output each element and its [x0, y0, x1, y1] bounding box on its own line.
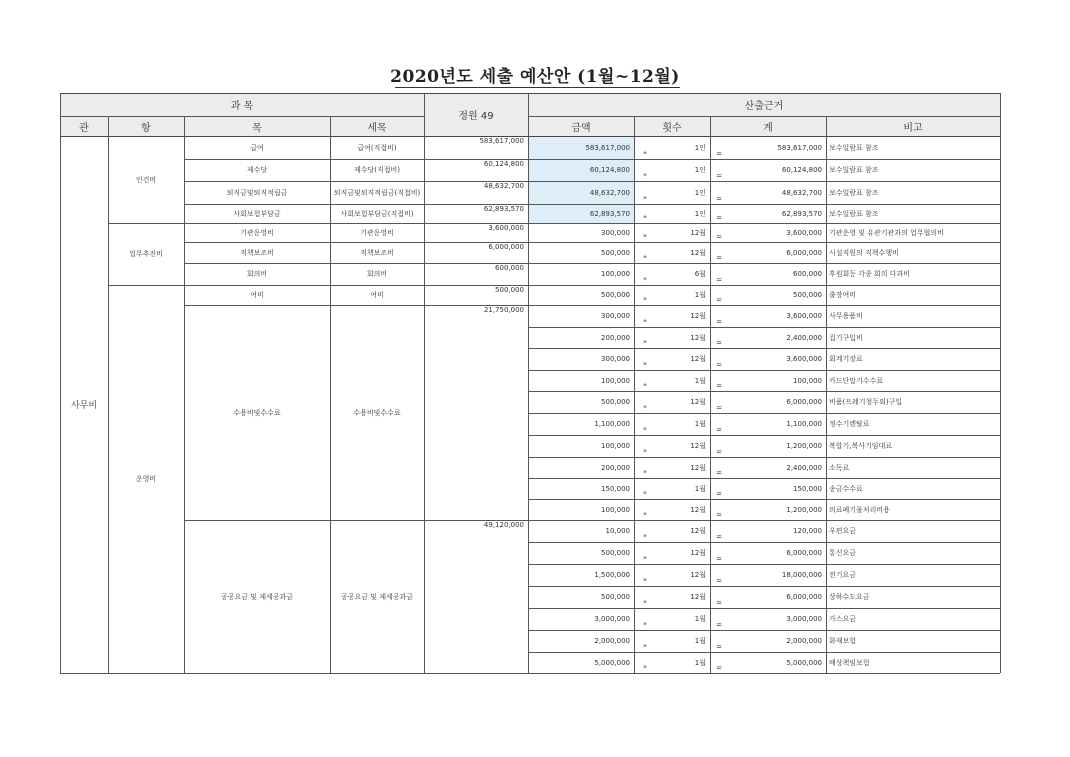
header-gwan: 관 [60, 116, 108, 136]
hang-cell: 운영비 [135, 475, 157, 483]
equals-operator: = [716, 448, 722, 456]
row-separator [528, 327, 1000, 328]
row-separator [528, 499, 1000, 500]
col-line [826, 116, 827, 673]
total-cell: 2,400,000 [786, 333, 822, 342]
group-separator [184, 242, 528, 243]
group-separator [184, 204, 528, 205]
amount-cell: 100,000 [601, 442, 630, 450]
total-cell: 120,000 [793, 527, 822, 535]
total-cell: 18,000,000 [781, 571, 822, 579]
times-operator: * [643, 490, 647, 498]
note-cell: 회계기장료 [829, 355, 863, 363]
col-line [710, 116, 711, 673]
times-operator: * [643, 382, 647, 390]
header-hang: 항 [108, 116, 184, 136]
equals-operator: = [716, 599, 722, 607]
total-cell: 1,100,000 [786, 420, 822, 428]
total-cell: 3,000,000 [786, 615, 822, 623]
times-operator: * [643, 339, 647, 347]
total-cell: 3,600,000 [786, 355, 822, 363]
header-hoesu: 횟수 [634, 116, 710, 136]
budget-cell: 3,600,000 [488, 224, 524, 232]
header-gye: 계 [710, 116, 826, 136]
amount-cell: 150,000 [601, 484, 630, 493]
semok-cell: 기관운영비 [360, 228, 394, 237]
times-operator: * [643, 404, 647, 412]
amount-cell: 583,617,000 [528, 136, 634, 159]
times-operator: * [643, 426, 647, 434]
times-operator: * [643, 643, 647, 651]
row-separator [528, 520, 1000, 521]
count-cell: 12월 [690, 463, 706, 472]
note-cell: 복합기,복사기임대료 [829, 442, 893, 450]
semok-cell: 퇴직금및퇴직적립금(직접비) [333, 188, 421, 197]
total-cell: 100,000 [793, 376, 822, 385]
count-cell: 1월 [694, 658, 706, 667]
header-geumaek: 금액 [528, 116, 634, 136]
total-cell: 3,600,000 [786, 312, 822, 320]
header-sanchul: 산출근거 [528, 93, 1000, 116]
times-operator: * [643, 233, 647, 241]
budget-cell: 21,750,000 [483, 306, 524, 314]
amount-cell: 300,000 [601, 228, 630, 237]
note-cell: 보수일람표 참조 [829, 209, 879, 218]
note-cell: 시설직원의 직책수행비 [829, 248, 899, 257]
note-cell: 보수일람표 참조 [829, 166, 879, 174]
times-operator: * [643, 599, 647, 607]
header-jeongwon: 정원 49 [424, 93, 528, 136]
equals-operator: = [716, 254, 722, 262]
total-cell: 583,617,000 [777, 143, 822, 152]
note-cell: 집기구입비 [829, 333, 863, 342]
semok-cell: 제수당(직접비) [353, 166, 401, 174]
header-bottom-line [60, 136, 1000, 137]
total-cell: 1,200,000 [786, 505, 822, 514]
mok-cell: 직책보조비 [240, 248, 274, 257]
count-cell: 12월 [690, 355, 706, 363]
mok-cell: 제수당 [246, 166, 268, 174]
row-separator [528, 159, 1000, 160]
amount-cell: 48,632,700 [528, 181, 634, 204]
row-separator [528, 391, 1000, 392]
budget-cell: 60,124,800 [483, 160, 524, 168]
row-separator [528, 204, 1000, 205]
hang-separator [108, 285, 528, 286]
count-cell: 12월 [690, 571, 706, 579]
times-operator: * [643, 318, 647, 326]
total-cell: 2,000,000 [786, 637, 822, 645]
budget-cell: 6,000,000 [488, 243, 524, 251]
equals-operator: = [716, 296, 722, 304]
equals-operator: = [716, 318, 722, 326]
semok-cell: 공공요금 및 제세공과금 [340, 592, 414, 601]
times-operator: * [643, 296, 647, 304]
header-gwamok: 과 목 [60, 93, 424, 116]
note-cell: 보수일람표 참조 [829, 143, 879, 152]
amount-cell: 100,000 [601, 270, 630, 278]
count-cell: 12월 [690, 398, 706, 406]
hang-separator [108, 223, 528, 224]
equals-operator: = [716, 276, 722, 284]
row-separator [528, 652, 1000, 653]
col-line [528, 93, 529, 673]
group-separator [184, 181, 528, 182]
times-operator: * [643, 555, 647, 563]
row-separator [528, 348, 1000, 349]
col-line [634, 116, 635, 673]
budget-cell: 500,000 [495, 286, 524, 294]
hang-cell: 업무추진비 [129, 250, 163, 258]
note-cell: 사무용품비 [829, 312, 863, 320]
semok-cell: 급여(직접비) [357, 143, 397, 152]
total-cell: 150,000 [793, 484, 822, 493]
times-operator: * [643, 150, 647, 158]
note-cell: 화재보험 [829, 637, 857, 645]
total-cell: 62,893,570 [781, 209, 822, 218]
count-cell: 12월 [690, 228, 706, 237]
count-cell: 1인 [694, 166, 706, 174]
row-separator [528, 608, 1000, 609]
amount-cell: 100,000 [601, 505, 630, 514]
equals-operator: = [716, 214, 722, 222]
row-separator [528, 370, 1000, 371]
times-operator: * [643, 511, 647, 519]
amount-cell: 500,000 [601, 291, 630, 299]
times-operator: * [643, 276, 647, 284]
row-separator [528, 181, 1000, 182]
amount-cell: 1,100,000 [594, 420, 630, 428]
amount-cell: 500,000 [601, 593, 630, 601]
note-cell: 통신요금 [829, 549, 857, 557]
mok-cell: 퇴직금및퇴직적립금 [226, 188, 288, 197]
count-cell: 12월 [690, 549, 706, 557]
amount-cell: 200,000 [601, 463, 630, 472]
equals-operator: = [716, 404, 722, 412]
group-separator [184, 263, 528, 264]
count-cell: 12월 [690, 333, 706, 342]
header-bigo: 비고 [826, 116, 1000, 136]
header-mid-line [528, 116, 1000, 117]
times-operator: * [643, 469, 647, 477]
row-separator [528, 457, 1000, 458]
note-cell: 카드단말기수수료 [829, 376, 884, 385]
note-cell: 출장여비 [829, 291, 857, 299]
row-separator [528, 242, 1000, 243]
note-cell: 전기요금 [829, 571, 857, 579]
amount-cell: 10,000 [605, 527, 630, 535]
times-operator: * [643, 664, 647, 672]
group-separator [184, 159, 528, 160]
amount-cell: 2,000,000 [594, 637, 630, 645]
count-cell: 6월 [694, 270, 706, 278]
amount-cell: 500,000 [601, 248, 630, 257]
row-separator [528, 478, 1000, 479]
row-separator [528, 630, 1000, 631]
gwan-cell: 사무비 [70, 401, 98, 411]
mok-cell: 공공요금 및 제세공과금 [220, 592, 294, 601]
budget-cell: 583,617,000 [479, 137, 524, 145]
group-separator [184, 305, 528, 306]
budget-cell: 48,632,700 [483, 182, 524, 190]
note-cell: 기관운영 및 유관기관과의 업무협의비 [829, 228, 944, 237]
amount-cell: 100,000 [601, 376, 630, 385]
count-cell: 1월 [694, 376, 706, 385]
total-cell: 1,200,000 [786, 442, 822, 450]
equals-operator: = [716, 195, 722, 203]
note-cell: 비품(프레기청두외)구입 [829, 398, 903, 406]
budget-cell: 62,893,570 [483, 205, 524, 213]
budget-cell: 600,000 [495, 264, 524, 272]
count-cell: 12월 [690, 527, 706, 535]
count-cell: 1월 [694, 291, 706, 299]
total-cell: 600,000 [793, 270, 822, 278]
equals-operator: = [716, 621, 722, 629]
note-cell: 정수기렌탈료 [829, 420, 870, 428]
row-separator [528, 305, 1000, 306]
total-cell: 500,000 [793, 291, 822, 299]
count-cell: 1인 [694, 209, 706, 218]
amount-cell: 62,893,570 [528, 204, 634, 223]
col-line [424, 93, 425, 673]
budget-cell: 49,120,000 [483, 521, 524, 529]
count-cell: 1월 [694, 615, 706, 623]
equals-operator: = [716, 664, 722, 672]
count-cell: 1인 [694, 188, 706, 197]
total-cell: 6,000,000 [786, 549, 822, 557]
equals-operator: = [716, 382, 722, 390]
semok-cell: 사회보험부담금(직접비) [340, 209, 414, 218]
mok-cell: 여비 [250, 291, 264, 299]
total-cell: 6,000,000 [786, 398, 822, 406]
note-cell: 소독료 [829, 463, 850, 472]
table-bottom-border [60, 673, 1000, 674]
table-top-border [60, 93, 1000, 94]
mok-cell: 수용비및수수료 [233, 408, 281, 417]
count-cell: 1월 [694, 637, 706, 645]
amount-cell: 300,000 [601, 312, 630, 320]
table-left-border [60, 93, 61, 673]
row-separator [528, 285, 1000, 286]
count-cell: 1월 [694, 484, 706, 493]
total-cell: 5,000,000 [786, 658, 822, 667]
times-operator: * [643, 195, 647, 203]
equals-operator: = [716, 577, 722, 585]
mok-cell: 급여 [250, 143, 264, 152]
note-cell: 후원회등 각종 회의 다과비 [829, 270, 911, 278]
col-line [108, 116, 109, 673]
table-right-border [1000, 93, 1001, 673]
times-operator: * [643, 214, 647, 222]
semok-cell: 직책보조비 [360, 248, 394, 257]
col-line [184, 116, 185, 673]
note-cell: 의료폐기물처리비용 [829, 505, 890, 514]
semok-cell: 여비 [370, 291, 384, 299]
equals-operator: = [716, 233, 722, 241]
row-separator [528, 435, 1000, 436]
header-mok: 목 [184, 116, 330, 136]
row-separator [528, 263, 1000, 264]
note-cell: 배상책임보험 [829, 658, 870, 667]
header-semok: 세목 [330, 116, 424, 136]
note-cell: 보수일람표 참조 [829, 188, 879, 197]
header-mid-line [60, 116, 424, 117]
count-cell: 1인 [694, 143, 706, 152]
page-title: 2020년도 세출 예산안 (1월~12월) [390, 67, 680, 87]
note-cell: 가스요금 [829, 615, 857, 623]
amount-cell: 5,000,000 [594, 658, 630, 667]
equals-operator: = [716, 150, 722, 158]
total-cell: 6,000,000 [786, 248, 822, 257]
equals-operator: = [716, 490, 722, 498]
mok-cell: 기관운영비 [240, 228, 274, 237]
semok-cell: 수용비및수수료 [353, 408, 401, 417]
amount-cell: 500,000 [601, 549, 630, 557]
times-operator: * [643, 254, 647, 262]
row-separator [528, 223, 1000, 224]
count-cell: 12월 [690, 505, 706, 514]
times-operator: * [643, 621, 647, 629]
amount-cell: 200,000 [601, 333, 630, 342]
amount-cell: 300,000 [601, 355, 630, 363]
row-separator [528, 564, 1000, 565]
total-cell: 60,124,800 [781, 166, 822, 174]
row-separator [528, 413, 1000, 414]
amount-cell: 60,124,800 [528, 159, 634, 181]
count-cell: 12월 [690, 442, 706, 450]
hang-cell: 인건비 [135, 175, 157, 184]
mok-cell: 회의비 [246, 270, 268, 278]
row-separator [528, 586, 1000, 587]
count-cell: 12월 [690, 312, 706, 320]
count-cell: 12월 [690, 593, 706, 601]
note-cell: 상하수도요금 [829, 593, 870, 601]
times-operator: * [643, 577, 647, 585]
times-operator: * [643, 172, 647, 180]
equals-operator: = [716, 469, 722, 477]
times-operator: * [643, 448, 647, 456]
equals-operator: = [716, 643, 722, 651]
row-separator [528, 542, 1000, 543]
equals-operator: = [716, 555, 722, 563]
count-cell: 1월 [694, 420, 706, 428]
equals-operator: = [716, 426, 722, 434]
equals-operator: = [716, 339, 722, 347]
semok-cell: 회의비 [366, 270, 388, 278]
note-cell: 송금수수료 [829, 484, 863, 493]
times-operator: * [643, 533, 647, 541]
times-operator: * [643, 361, 647, 369]
total-cell: 6,000,000 [786, 593, 822, 601]
mok-cell: 사회보험부담금 [233, 209, 281, 218]
amount-cell: 3,000,000 [594, 615, 630, 623]
note-cell: 우편요금 [829, 527, 857, 535]
total-cell: 48,632,700 [781, 188, 822, 197]
count-cell: 12월 [690, 248, 706, 257]
group-separator [184, 520, 528, 521]
total-cell: 3,600,000 [786, 228, 822, 237]
equals-operator: = [716, 361, 722, 369]
amount-cell: 1,500,000 [594, 571, 630, 579]
equals-operator: = [716, 511, 722, 519]
col-line [330, 116, 331, 673]
equals-operator: = [716, 533, 722, 541]
total-cell: 2,400,000 [786, 463, 822, 472]
amount-cell: 500,000 [601, 398, 630, 406]
equals-operator: = [716, 172, 722, 180]
